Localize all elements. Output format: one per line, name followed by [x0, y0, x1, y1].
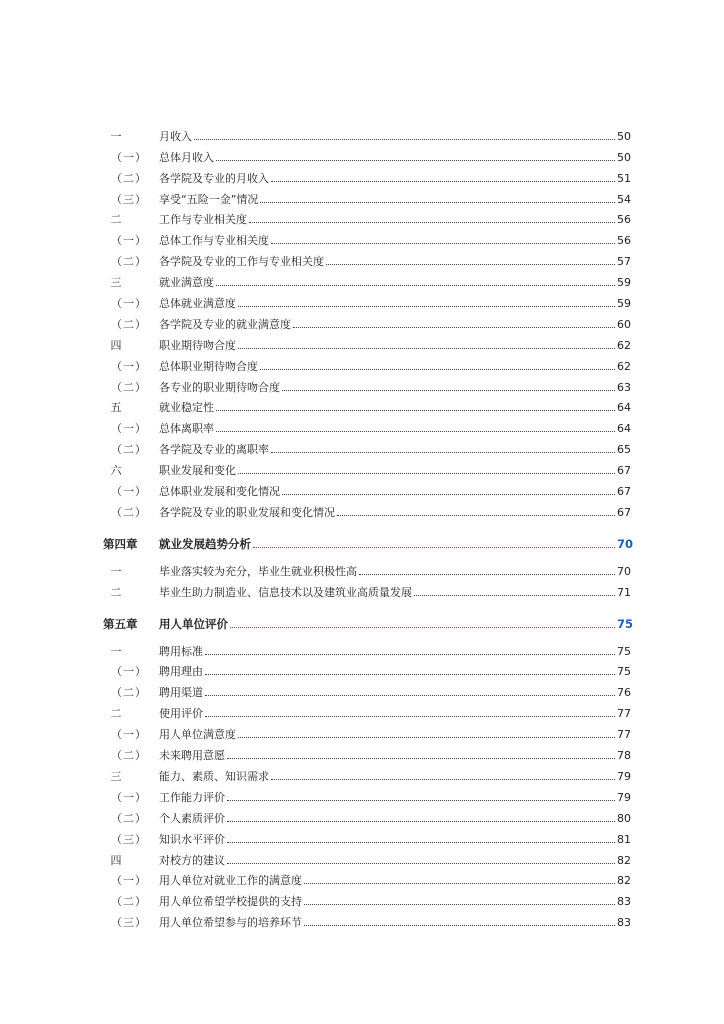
toc-entry-page: 67 — [617, 485, 631, 499]
dot-leader — [227, 863, 615, 864]
toc-chapter-entry[interactable] — [103, 605, 634, 631]
toc-entry-number: （二） — [111, 317, 147, 331]
toc-entry-page: 77 — [617, 707, 631, 721]
toc-entry-number: （二） — [111, 895, 147, 909]
toc-entry-number: 三 — [110, 769, 122, 783]
toc-entry-page: 75 — [617, 644, 631, 658]
toc-entry-number: （一） — [111, 422, 147, 436]
dot-leader — [293, 327, 615, 328]
toc-entry-title: 用人单位希望参与的培养环节 — [159, 916, 302, 930]
toc-entry[interactable] — [103, 637, 631, 658]
toc-entry-number: （一） — [111, 297, 147, 311]
toc-entry-number: （一） — [111, 665, 147, 679]
toc-entry-title: 毕业生助力制造业、信息技术以及建筑业高质量发展 — [159, 585, 412, 599]
toc-entry-number: 第四章 — [103, 536, 138, 551]
dot-leader — [238, 737, 615, 738]
toc-entry[interactable] — [103, 557, 631, 578]
toc-entry-page: 56 — [617, 213, 631, 227]
dot-leader — [271, 243, 615, 244]
toc-entry-page: 60 — [617, 317, 631, 331]
dot-leader — [216, 431, 615, 432]
toc-entry-page: 63 — [617, 380, 631, 394]
toc-entry-number: 一 — [110, 564, 122, 578]
dot-leader — [414, 595, 615, 596]
toc-entry-page: 65 — [617, 443, 631, 457]
toc-entry-number: （一） — [111, 874, 147, 888]
dot-leader — [304, 883, 615, 884]
toc-entry[interactable] — [103, 825, 631, 846]
toc-entry-page: 82 — [617, 874, 631, 888]
dot-leader — [216, 410, 615, 411]
toc-entry-page: 67 — [617, 464, 631, 478]
toc-entry[interactable] — [103, 477, 631, 498]
toc-entry-title: 各学院及专业的就业满意度 — [159, 317, 291, 331]
toc-entry-page: 50 — [617, 129, 631, 143]
toc-entry[interactable] — [103, 908, 631, 929]
toc-entry-title: 各学院及专业的职业发展和变化情况 — [159, 505, 335, 519]
toc-entry[interactable] — [103, 373, 631, 394]
toc-entry-number: 六 — [110, 464, 122, 478]
dot-leader — [282, 390, 615, 391]
toc-entry-number: （二） — [111, 811, 147, 825]
toc-entry-page: 81 — [617, 832, 631, 846]
toc-entry[interactable] — [103, 164, 631, 185]
toc-entry-title: 聘用理由 — [159, 665, 203, 679]
toc-entry-title: 职业期待吻合度 — [159, 338, 236, 352]
toc-entry-number: （一） — [111, 790, 147, 804]
toc-entry-number: （二） — [111, 443, 147, 457]
toc-entry-number: （二） — [111, 171, 147, 185]
toc-entry-page: 75 — [617, 616, 634, 631]
toc-entry-page: 67 — [617, 505, 631, 519]
toc-entry-title: 总体职业期待吻合度 — [159, 359, 258, 373]
dot-leader — [271, 779, 615, 780]
dot-leader — [216, 160, 615, 161]
dot-leader — [238, 473, 615, 474]
toc-entry[interactable] — [103, 289, 631, 310]
toc-entry-page: 57 — [617, 255, 631, 269]
toc-entry-title: 个人素质评价 — [159, 811, 225, 825]
toc-entry-title: 总体工作与专业相关度 — [159, 234, 269, 248]
toc-entry-page: 83 — [617, 895, 631, 909]
toc-entry[interactable] — [103, 867, 631, 888]
toc-entry[interactable] — [103, 206, 631, 227]
toc-entry[interactable] — [103, 658, 631, 679]
toc-entry-number: 四 — [110, 338, 122, 352]
toc-entry[interactable] — [103, 762, 631, 783]
dot-leader — [253, 547, 615, 548]
dot-leader — [205, 695, 615, 696]
toc-entry-number: （一） — [111, 150, 147, 164]
toc-entry-page: 62 — [617, 338, 631, 352]
dot-leader — [282, 494, 615, 495]
toc-entry[interactable] — [103, 741, 631, 762]
toc-entry[interactable] — [103, 143, 631, 164]
dot-leader — [216, 285, 615, 286]
toc-entry[interactable] — [103, 185, 631, 206]
toc-entry-number: 四 — [110, 853, 122, 867]
toc-entry-page: 76 — [617, 686, 631, 700]
toc-entry[interactable] — [103, 846, 631, 867]
dot-leader — [359, 574, 615, 575]
toc-entry-title: 用人单位对就业工作的满意度 — [159, 874, 302, 888]
dot-leader — [304, 925, 615, 926]
dot-leader — [227, 758, 615, 759]
toc-entry-page: 64 — [617, 422, 631, 436]
toc-entry-page: 54 — [617, 192, 631, 206]
toc-entry-page: 62 — [617, 359, 631, 373]
toc-entry-title: 工作与专业相关度 — [159, 213, 247, 227]
toc-entry[interactable] — [103, 887, 631, 908]
dot-leader — [205, 674, 615, 675]
toc-entry-page: 56 — [617, 234, 631, 248]
toc-entry[interactable] — [103, 699, 631, 720]
toc-entry-page: 79 — [617, 790, 631, 804]
toc-entry-page: 77 — [617, 728, 631, 742]
toc-entry[interactable] — [103, 310, 631, 331]
toc-entry-number: （二） — [111, 380, 147, 394]
toc-entry[interactable] — [103, 226, 631, 247]
toc-entry-number: 五 — [110, 401, 122, 415]
toc-entry[interactable] — [103, 804, 631, 825]
dot-leader — [205, 654, 615, 655]
toc-entry-number: （一） — [111, 359, 147, 373]
toc-entry-title: 工作能力评价 — [159, 790, 225, 804]
toc-entry-number: 二 — [110, 213, 122, 227]
toc-entry[interactable] — [103, 720, 631, 741]
toc-entry-title: 各学院及专业的月收入 — [159, 171, 269, 185]
dot-leader — [249, 222, 615, 223]
toc-entry-page: 79 — [617, 769, 631, 783]
toc-entry-title: 总体职业发展和变化情况 — [159, 485, 280, 499]
dot-leader — [260, 202, 615, 203]
toc-entry-page: 59 — [617, 276, 631, 290]
toc-entry[interactable] — [103, 268, 631, 289]
toc-entry[interactable] — [103, 122, 631, 143]
toc-entry-page: 70 — [617, 536, 634, 551]
toc-entry-number: 二 — [110, 585, 122, 599]
toc-entry-number: （一） — [111, 234, 147, 248]
toc-entry[interactable] — [103, 578, 631, 599]
toc-entry-title: 用人单位评价 — [159, 616, 228, 631]
toc-entry-page: 75 — [617, 665, 631, 679]
toc-entry[interactable] — [103, 678, 631, 699]
toc-entry-page: 64 — [617, 401, 631, 415]
toc-entry[interactable] — [103, 783, 631, 804]
dot-leader — [271, 452, 615, 453]
dot-leader — [230, 627, 615, 628]
toc-entry[interactable] — [103, 247, 631, 268]
table-of-contents — [103, 122, 634, 930]
toc-entry-page: 82 — [617, 853, 631, 867]
toc-entry-number: （二） — [111, 505, 147, 519]
toc-entry-number: 三 — [110, 276, 122, 290]
dot-leader — [238, 348, 615, 349]
toc-entry-title: 用人单位希望学校提供的支持 — [159, 895, 302, 909]
toc-entry-page: 71 — [617, 585, 631, 599]
toc-entry-title: 职业发展和变化 — [159, 464, 236, 478]
toc-entry-title: 聘用标准 — [159, 644, 203, 658]
toc-entry-title: 能力、素质、知识需求 — [159, 769, 269, 783]
toc-entry-title: 月收入 — [159, 129, 192, 143]
toc-entry-title: 就业发展趋势分析 — [159, 536, 251, 551]
dot-leader — [227, 800, 615, 801]
toc-entry-page: 80 — [617, 811, 631, 825]
toc-entry-title: 对校方的建议 — [159, 853, 225, 867]
toc-entry-number: 一 — [110, 644, 122, 658]
toc-entry-page: 83 — [617, 916, 631, 930]
toc-entry-number: （二） — [111, 686, 147, 700]
toc-entry[interactable] — [103, 352, 631, 373]
dot-leader — [304, 904, 615, 905]
toc-entry[interactable] — [103, 435, 631, 456]
toc-entry-title: 毕业落实较为充分，毕业生就业积极性高 — [159, 564, 357, 578]
toc-entry-number: （一） — [111, 485, 147, 499]
toc-entry-page: 50 — [617, 150, 631, 164]
toc-entry-number: 第五章 — [103, 616, 138, 631]
toc-entry[interactable] — [103, 331, 631, 352]
toc-entry-number: （二） — [111, 749, 147, 763]
dot-leader — [205, 716, 615, 717]
toc-entry-title: 享受“五险一金”情况 — [159, 192, 259, 206]
toc-entry-page: 78 — [617, 749, 631, 763]
toc-entry-title: 使用评价 — [159, 707, 203, 721]
toc-entry-title: 就业稳定性 — [159, 401, 214, 415]
dot-leader — [326, 264, 615, 265]
dot-leader — [194, 139, 615, 140]
dot-leader — [271, 181, 615, 182]
dot-leader — [227, 821, 615, 822]
toc-chapter-entry[interactable] — [103, 525, 634, 551]
toc-entry-title: 就业满意度 — [159, 276, 214, 290]
toc-entry-number: （一） — [111, 728, 147, 742]
toc-entry-number: 一 — [110, 129, 122, 143]
toc-entry-title: 知识水平评价 — [159, 832, 225, 846]
toc-entry[interactable] — [103, 498, 631, 519]
toc-entry-title: 总体就业满意度 — [159, 297, 236, 311]
toc-entry[interactable] — [103, 456, 631, 477]
toc-entry-title: 聘用渠道 — [159, 686, 203, 700]
dot-leader — [337, 515, 615, 516]
toc-entry-number: 二 — [110, 707, 122, 721]
toc-entry-title: 各学院及专业的工作与专业相关度 — [159, 255, 324, 269]
toc-entry-title: 未来聘用意愿 — [159, 749, 225, 763]
toc-entry-number: （二） — [111, 255, 147, 269]
toc-entry-title: 总体离职率 — [159, 422, 214, 436]
toc-entry-page: 51 — [617, 171, 631, 185]
toc-entry-title: 各学院及专业的离职率 — [159, 443, 269, 457]
toc-entry-number: （三） — [111, 916, 147, 930]
toc-entry[interactable] — [103, 414, 631, 435]
toc-entry-title: 总体月收入 — [159, 150, 214, 164]
toc-entry-title: 各专业的职业期待吻合度 — [159, 380, 280, 394]
dot-leader — [227, 842, 615, 843]
toc-entry-page: 70 — [617, 564, 631, 578]
toc-entry[interactable] — [103, 394, 631, 415]
toc-entry-number: （三） — [111, 192, 147, 206]
dot-leader — [238, 306, 615, 307]
toc-entry-title: 用人单位满意度 — [159, 728, 236, 742]
dot-leader — [260, 369, 615, 370]
toc-entry-number: （三） — [111, 832, 147, 846]
toc-entry-page: 59 — [617, 297, 631, 311]
